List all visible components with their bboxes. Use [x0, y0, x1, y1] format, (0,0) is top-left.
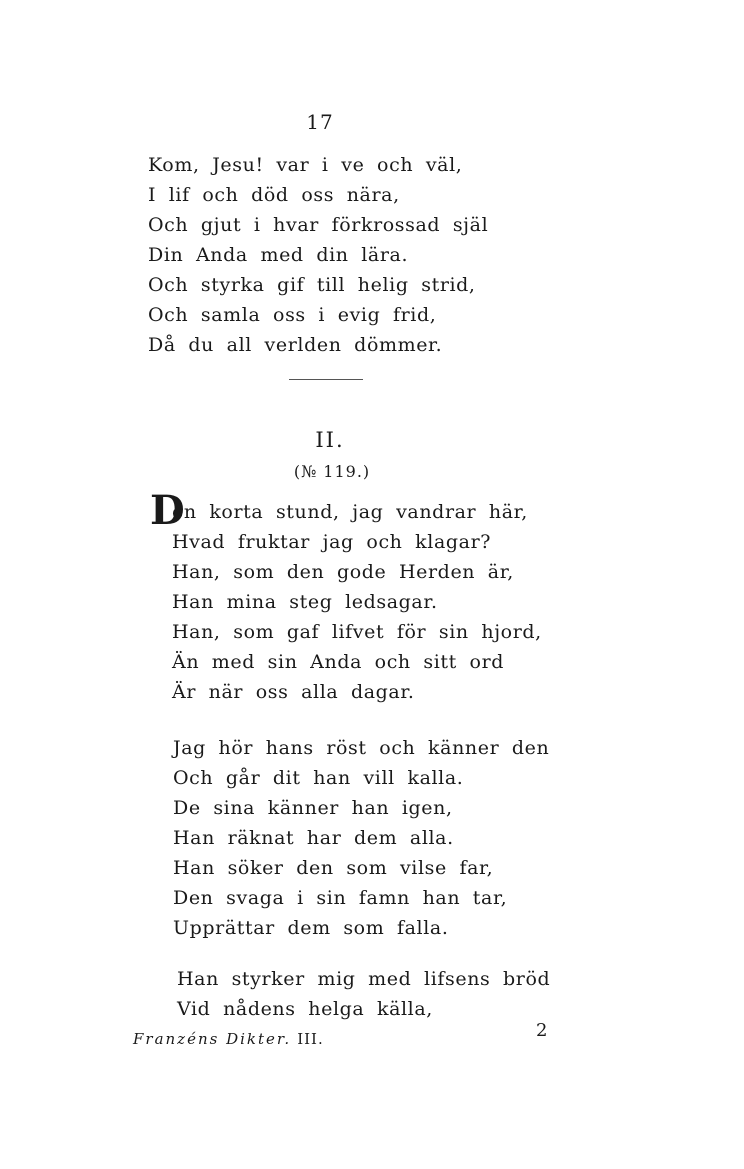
verse-line: Han söker den som vilse far, [173, 857, 494, 879]
verse-line: Han, som den gode Herden är, [172, 561, 514, 583]
verse-line: en korta stund, jag vandrar här, [172, 501, 528, 523]
verse-line: Den svaga i sin famn han tar, [173, 887, 508, 909]
signature-mark [133, 1030, 324, 1048]
volume-number: III. [297, 1030, 324, 1048]
verse-line: Är när oss alla dagar. [172, 681, 415, 703]
verse-line: Då du all verlden dömmer. [148, 334, 443, 356]
continued-stanza [148, 150, 488, 360]
verse-line: Din Anda med din lära. [148, 244, 409, 266]
stanza-2 [173, 733, 549, 943]
sheet-number: 2 [536, 1020, 548, 1041]
verse-line: Och styrka gif till helig strid, [148, 274, 476, 296]
section-divider [289, 379, 363, 380]
verse-line: Hvad fruktar jag och klagar? [172, 531, 492, 553]
verse-line: Han räknat har dem alla. [173, 827, 454, 849]
verse-line: Han, som gaf lifvet för sin hjord, [172, 621, 542, 643]
verse-line: Jag hör hans röst och känner den [173, 737, 550, 759]
drop-cap: D [150, 487, 185, 534]
verse-line: Kom, Jesu! var i ve och väl, [148, 154, 463, 176]
section-title: II. [315, 428, 345, 452]
verse-line: I lif och död oss nära, [148, 184, 400, 206]
verse-line: Och gjut i hvar förkrossad själ [148, 214, 489, 236]
verse-line: Och går dit han vill kalla. [173, 767, 464, 789]
verse-line: Han mina steg ledsagar. [172, 591, 438, 613]
verse-line: Och samla oss i evig frid, [148, 304, 437, 326]
hymn-reference: (№ 119.) [293, 462, 371, 481]
stanza-3 [177, 964, 550, 1024]
verse-line: Han styrker mig med lifsens bröd [177, 968, 551, 990]
signature-title: Franzéns Dikter. [133, 1030, 292, 1048]
verse-line: Upprättar dem som falla. [173, 917, 449, 939]
verse-line: De sina känner han igen, [173, 797, 453, 819]
page-number: 17 [306, 110, 334, 134]
verse-line: Vid nådens helga källa, [177, 998, 433, 1020]
verse-line: Än med sin Anda och sitt ord [172, 651, 505, 673]
stanza-1 [150, 487, 542, 707]
